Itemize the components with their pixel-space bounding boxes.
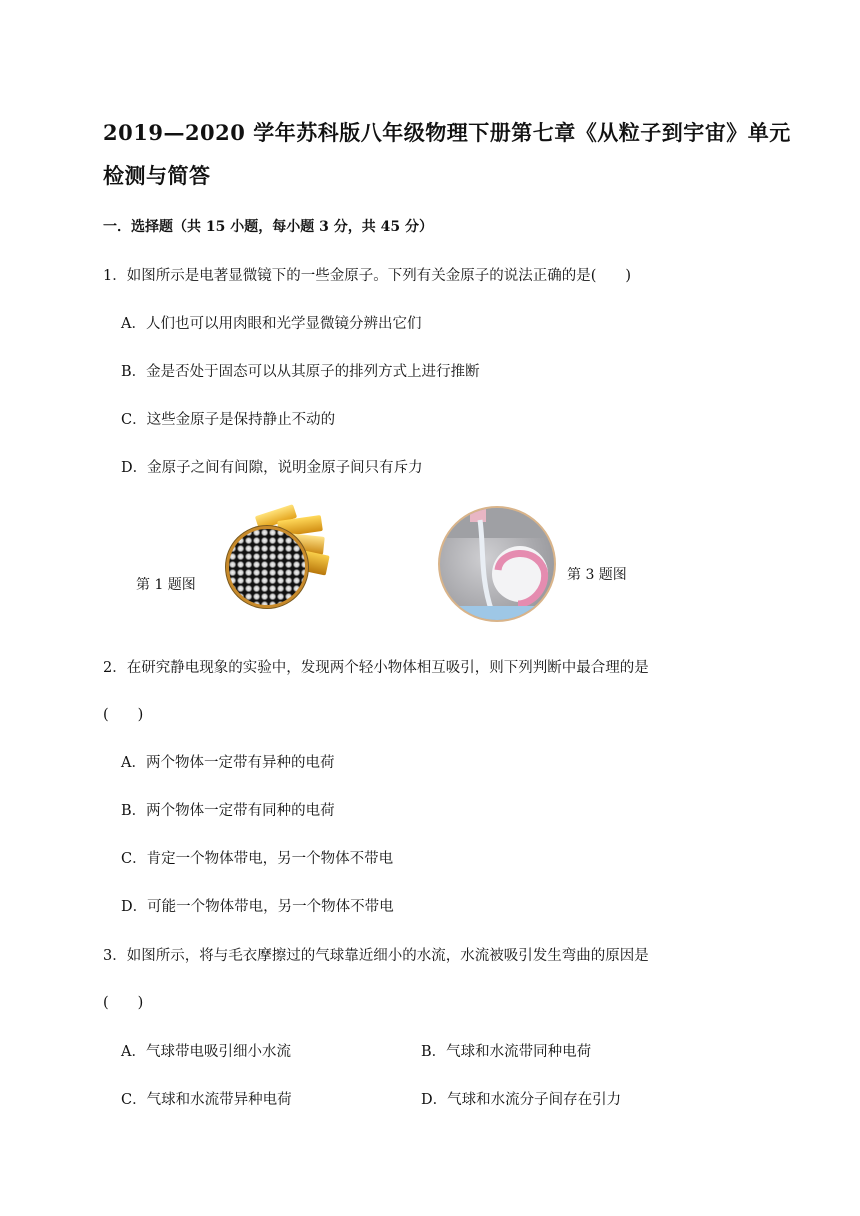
- section-heading: 一．选择题（共 15 小题，每小题 3 分，共 45 分）: [103, 219, 433, 235]
- balloon-water-illustration: [440, 508, 554, 620]
- figure-1-caption: 第 1 题图: [136, 577, 196, 593]
- question-1-stem: 1．如图所示是电著显微镜下的一些金原子。下列有关金原子的说法正确的是( ): [103, 268, 632, 284]
- question-1-option-b: B．金是否处于固态可以从其原子的排列方式上进行推断: [121, 364, 480, 380]
- question-3-stem: 3．如图所示，将与毛衣摩擦过的气球靠近细小的水流，水流被吸引发生弯曲的原因是: [103, 948, 649, 964]
- question-3-option-b: B．气球和水流带同种电荷: [421, 1044, 592, 1060]
- question-3-option-d: D．气球和水流分子间存在引力: [421, 1092, 622, 1108]
- question-2-option-b: B．两个物体一定带有同种的电荷: [121, 803, 335, 819]
- question-1-option-c: C．这些金原子是保持静止不动的: [121, 412, 336, 428]
- question-2-option-a: A．两个物体一定带有异种的电荷: [121, 755, 335, 771]
- question-2-stem-continued: ( ): [103, 707, 144, 723]
- gold-atoms-figure: [222, 508, 332, 620]
- figure-3-caption: 第 3 题图: [567, 567, 627, 583]
- question-1-option-a: A．人们也可以用肉眼和光学显微镜分辨出它们: [121, 316, 422, 332]
- question-2-option-c: C．肯定一个物体带电，另一个物体不带电: [121, 851, 394, 867]
- balloon-water-figure: [438, 506, 556, 622]
- atom-lattice-image: [226, 526, 308, 608]
- question-3-stem-continued: ( ): [103, 995, 144, 1011]
- question-3-option-a: A．气球带电吸引细小水流: [121, 1044, 291, 1060]
- question-1-option-d: D．金原子之间有间隙，说明金原子间只有斥力: [121, 460, 423, 476]
- document-title-line-1: 2019—2020 学年苏科版八年级物理下册第七章《从粒子到宇宙》单元: [103, 120, 791, 145]
- document-title-line-2: 检测与简答: [103, 163, 211, 188]
- question-3-option-c: C．气球和水流带异种电荷: [121, 1092, 292, 1108]
- question-2-stem: 2．在研究静电现象的实验中，发现两个轻小物体相互吸引，则下列判断中最合理的是: [103, 660, 649, 676]
- question-2-option-d: D．可能一个物体带电，另一个物体不带电: [121, 899, 394, 915]
